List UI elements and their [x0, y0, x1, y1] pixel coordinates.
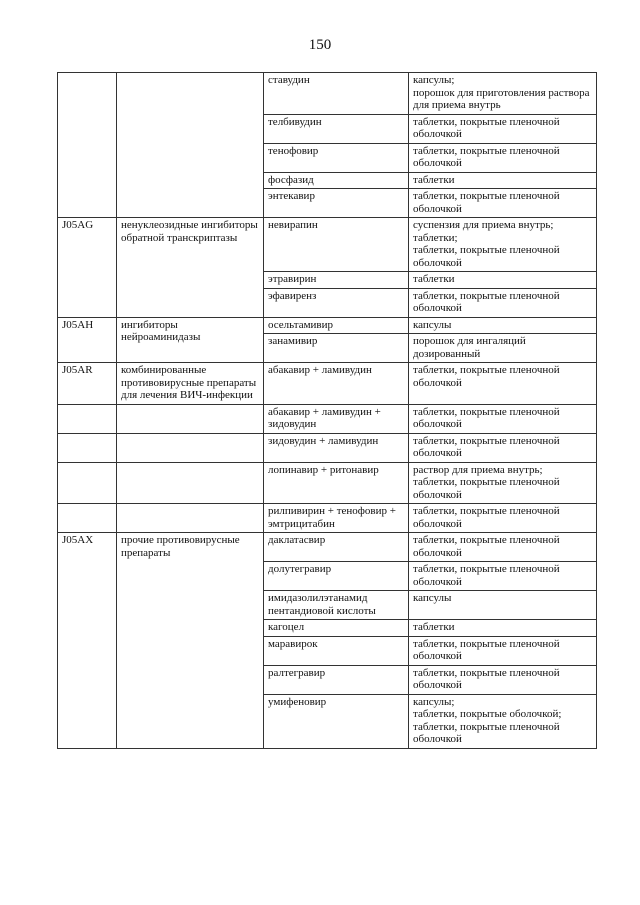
drug-name-cell: энтекавир [264, 189, 409, 218]
table-row [58, 404, 597, 433]
dosage-form-cell: таблетки [409, 272, 597, 289]
table-row [58, 218, 597, 272]
dosage-form-cell: таблетки, покрытые пленочной оболочкой [409, 433, 597, 462]
drug-name-cell: кагоцел [264, 620, 409, 637]
table-row [58, 462, 597, 504]
drug-name-cell: тенофовир [264, 143, 409, 172]
drug-name-cell: осельтамивир [264, 317, 409, 334]
page-number: 150 [308, 37, 332, 53]
atc-code-cell: J05AX [58, 533, 117, 749]
dosage-form-cell: таблетки, покрытые пленочной оболочкой [409, 363, 597, 405]
dosage-form-cell: капсулы [409, 591, 597, 620]
dosage-form-cell: таблетки, покрытые пленочной оболочкой [409, 288, 597, 317]
drug-name-cell: ралтегравир [264, 665, 409, 694]
atc-code-cell [58, 504, 117, 533]
table-row [58, 533, 597, 562]
drug-name-cell: умифеновир [264, 694, 409, 748]
atc-code-cell: J05AR [58, 363, 117, 405]
drug-name-cell: эфавиренз [264, 288, 409, 317]
atc-code-cell [58, 73, 117, 218]
dosage-form-cell: раствор для приема внутрь; таблетки, покрытые пленочной оболочкой [409, 462, 597, 504]
group-name-cell: ингибиторы нейроаминидазы [117, 317, 264, 363]
table-row [58, 317, 597, 334]
drug-name-cell: абакавир + ламивудин + зидовудин [264, 404, 409, 433]
drug-name-cell: невирапин [264, 218, 409, 272]
atc-code-cell [58, 462, 117, 504]
group-name-cell [117, 404, 264, 433]
drug-name-cell: этравирин [264, 272, 409, 289]
dosage-form-cell: таблетки, покрытые пленочной оболочкой [409, 665, 597, 694]
atc-code-cell [58, 404, 117, 433]
dosage-form-cell: таблетки, покрытые пленочной оболочкой [409, 114, 597, 143]
atc-code-cell: J05AG [58, 218, 117, 318]
dosage-form-cell: суспензия для приема внутрь; таблетки; таблетки, покрытые пленочной оболочкой [409, 218, 597, 272]
dosage-form-cell: капсулы; таблетки, покрытые оболочкой; таблетки, покрытые пленочной оболочкой [409, 694, 597, 748]
atc-code-cell [58, 433, 117, 462]
drug-name-cell: абакавир + ламивудин [264, 363, 409, 405]
dosage-form-cell: таблетки, покрытые пленочной оболочкой [409, 562, 597, 591]
drug-name-cell: телбивудин [264, 114, 409, 143]
dosage-form-cell: таблетки, покрытые пленочной оболочкой [409, 533, 597, 562]
drug-name-cell: рилпивирин + тенофовир + эмтрицитабин [264, 504, 409, 533]
dosage-form-cell: таблетки, покрытые пленочной оболочкой [409, 504, 597, 533]
table-row [58, 504, 597, 533]
drug-name-cell: занамивир [264, 334, 409, 363]
drug-name-cell: даклатасвир [264, 533, 409, 562]
drug-name-cell: маравирок [264, 636, 409, 665]
dosage-form-cell: капсулы [409, 317, 597, 334]
drug-name-cell: имидазолилэтанамид пентандиовой кислоты [264, 591, 409, 620]
dosage-form-cell: таблетки, покрытые пленочной оболочкой [409, 143, 597, 172]
group-name-cell [117, 462, 264, 504]
group-name-cell [117, 73, 264, 218]
group-name-cell: комбинированные противовирусные препараты для лечения ВИЧ-инфекции [117, 363, 264, 405]
dosage-form-cell: таблетки [409, 172, 597, 189]
dosage-form-cell: таблетки, покрытые пленочной оболочкой [409, 404, 597, 433]
drug-name-cell: лопинавир + ритонавир [264, 462, 409, 504]
table-row [58, 433, 597, 462]
drug-table [57, 72, 597, 749]
dosage-form-cell: порошок для ингаляций дозированный [409, 334, 597, 363]
table-row [58, 73, 597, 115]
dosage-form-cell: таблетки [409, 620, 597, 637]
group-name-cell [117, 504, 264, 533]
group-name-cell: ненуклеозидные ингибиторы обратной транскриптазы [117, 218, 264, 318]
dosage-form-cell: капсулы; порошок для приготовления раствора для приема внутрь [409, 73, 597, 115]
drug-name-cell: ставудин [264, 73, 409, 115]
drug-name-cell: зидовудин + ламивудин [264, 433, 409, 462]
group-name-cell: прочие противовирусные препараты [117, 533, 264, 749]
drug-name-cell: долутегравир [264, 562, 409, 591]
drug-name-cell: фосфазид [264, 172, 409, 189]
dosage-form-cell: таблетки, покрытые пленочной оболочкой [409, 636, 597, 665]
atc-code-cell: J05AH [58, 317, 117, 363]
table-row [58, 363, 597, 405]
dosage-form-cell: таблетки, покрытые пленочной оболочкой [409, 189, 597, 218]
group-name-cell [117, 433, 264, 462]
